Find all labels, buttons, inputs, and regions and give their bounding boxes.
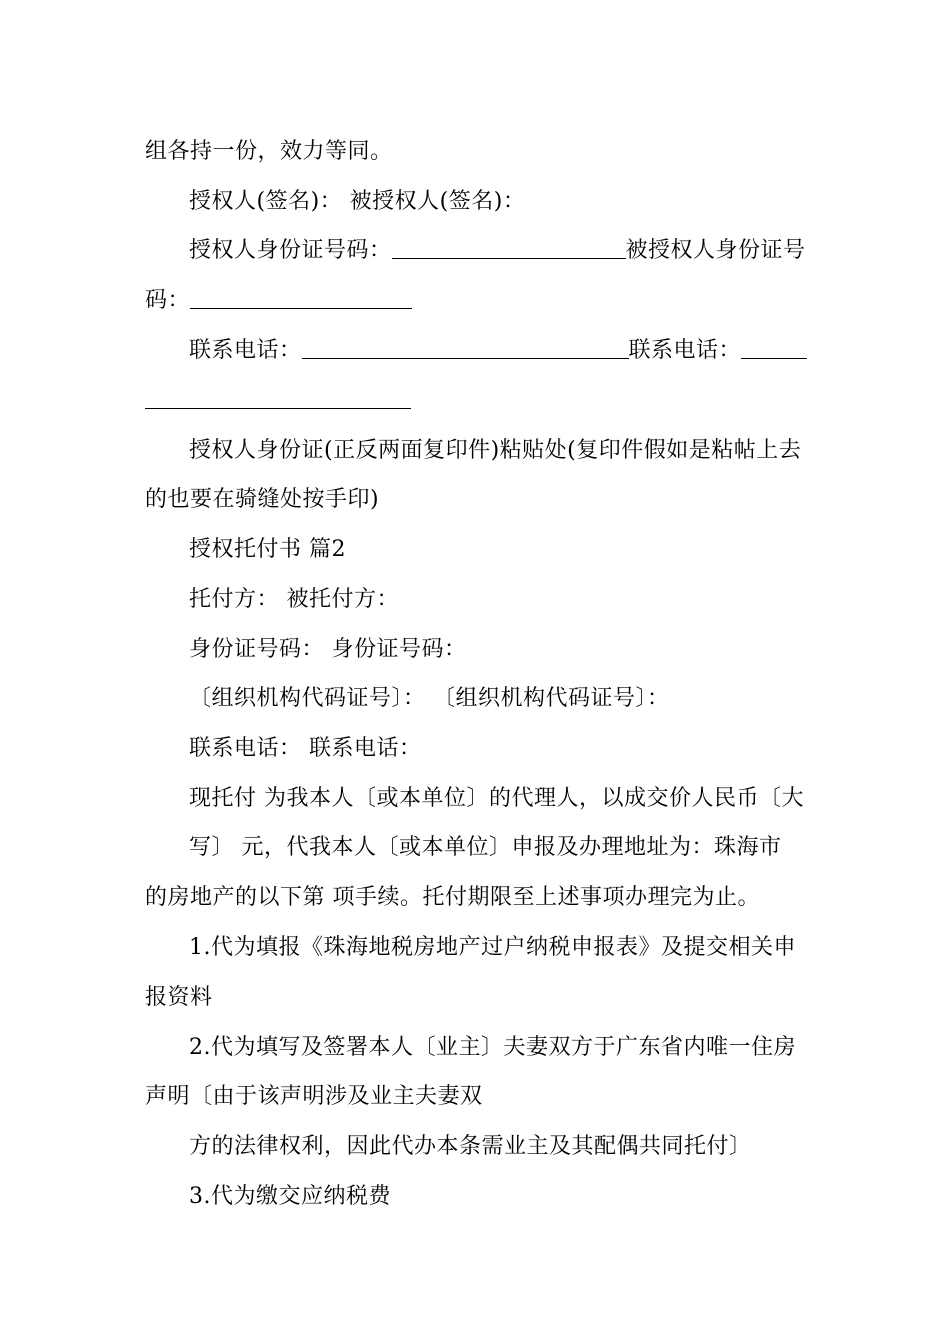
text-line: 〔组织机构代码证号〕： 〔组织机构代码证号〕： (189, 686, 670, 711)
list-item: 3.代为缴交应纳税费 (189, 1184, 391, 1209)
text-line: 现托付 为我本人〔或本单位〕的代理人，以成交价人民币〔大 (189, 786, 804, 811)
text-line: 的也要在骑缝处按手印) (145, 487, 380, 512)
text-line: 方的法律权利，因此代办本条需业主及其配偶共同托付〕 (189, 1134, 752, 1159)
section-heading: 授权托付书 篇2 (189, 537, 346, 562)
text-line: 报资料 (145, 985, 213, 1010)
text-line (145, 286, 810, 316)
grantee-id-blank (190, 286, 412, 309)
text-line (145, 386, 810, 416)
text-line-id-numbers (189, 236, 854, 266)
grantee-id-label-cont: 码： (145, 288, 191, 313)
grantee-id-label: 被授权人身份证号 (625, 238, 806, 263)
grantee-phone-blank (741, 336, 807, 359)
grantor-phone-label: 联系电话： (189, 338, 302, 363)
text-line: 的房地产的以下第 项手续。托付期限至上述事项办理完为止。 (145, 885, 760, 910)
grantor-phone-blank (302, 336, 629, 359)
text-line: 授权人(签名)： 被授权人(签名)： (189, 189, 526, 214)
text-line: 联系电话： 联系电话： (189, 736, 422, 761)
text-line: 写〕 元，代我本人〔或本单位〕申报及办理地址为：珠海市 (189, 835, 782, 860)
text-line: 身份证号码： 身份证号码： (189, 637, 467, 662)
text-line: 声明〔由于该声明涉及业主夫妻双 (145, 1084, 483, 1109)
list-item: 2.代为填写及签署本人〔业主〕夫妻双方于广东省内唯一住房 (189, 1035, 796, 1060)
text-line-phones (189, 336, 854, 366)
grantor-id-label: 授权人身份证号码： (189, 238, 392, 263)
text-line: 托付方： 被托付方： (189, 587, 399, 612)
text-line: 授权人身份证(正反两面复印件)粘贴处(复印件假如是粘帖上去 (189, 438, 802, 463)
grantee-phone-blank-cont (145, 386, 411, 409)
grantor-id-blank (392, 236, 626, 259)
text-line: 组各持一份，效力等同。 (145, 139, 393, 164)
grantee-phone-label: 联系电话： (628, 338, 742, 363)
list-item: 1.代为填报《珠海地税房地产过户纳税申报表》及提交相关申 (189, 935, 796, 960)
